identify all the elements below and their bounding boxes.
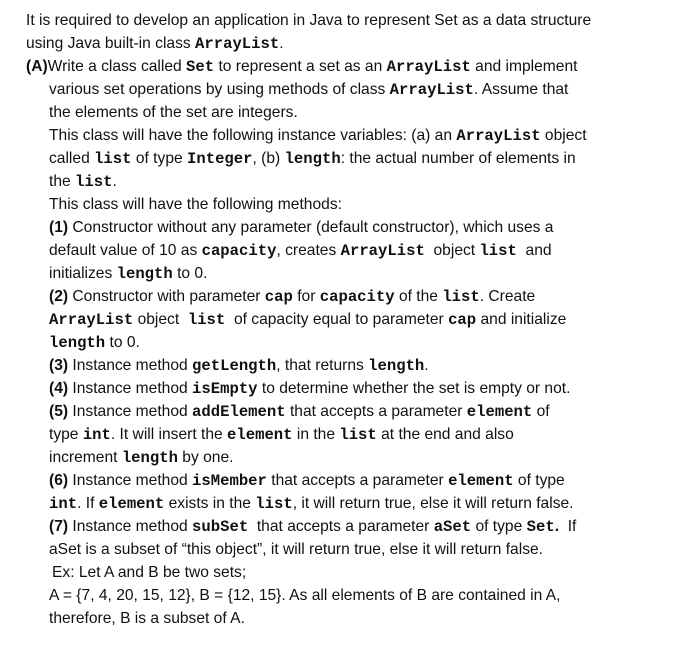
- code-term: ArrayList: [389, 81, 474, 99]
- text-line-7: [49, 148, 576, 170]
- code-term: length: [368, 357, 425, 375]
- text-run: of type: [513, 472, 565, 489]
- text-run: in the: [292, 426, 340, 443]
- text-run: the elements of the set are integers.: [49, 104, 298, 121]
- code-term: capacity: [201, 242, 277, 260]
- text-run: Constructor without any parameter (default constructor), which uses a: [68, 219, 554, 236]
- text-run: : the actual number of elements in: [340, 150, 576, 167]
- text-run: that accepts a parameter: [285, 403, 467, 420]
- text-run: Instance method: [68, 472, 193, 489]
- text-run: of type: [131, 150, 187, 167]
- text-run: , it will return true, else it will return false.: [292, 495, 574, 512]
- text-run: .: [112, 173, 117, 190]
- code-term: capacity: [319, 288, 395, 306]
- code-term: list: [339, 426, 377, 444]
- code-term: isEmpty: [192, 380, 258, 398]
- code-term: ArrayList: [195, 35, 280, 53]
- text-line-26: [49, 585, 561, 607]
- text-line-21: [49, 470, 565, 492]
- item-number: (3): [49, 357, 69, 374]
- text-run: of: [532, 403, 550, 420]
- text-run: for: [292, 288, 320, 305]
- text-line-17: [49, 378, 570, 400]
- code-term: ArrayList: [49, 311, 134, 329]
- text-run: Write a class called: [47, 58, 187, 75]
- code-term: list: [255, 495, 293, 513]
- text-run: .: [554, 518, 560, 535]
- text-line-12: [49, 263, 207, 285]
- text-line-6: [49, 125, 587, 147]
- text-run: of capacity equal to parameter: [225, 311, 449, 328]
- code-term: ArrayList: [340, 242, 425, 260]
- item-number: (7): [49, 518, 69, 535]
- text-line-22: [49, 493, 574, 515]
- item-number: (1): [49, 219, 69, 236]
- text-run: default value of 10 as: [49, 242, 202, 259]
- code-term: int: [49, 495, 78, 513]
- text-run: of type: [471, 518, 527, 535]
- code-term: length: [116, 265, 173, 283]
- code-term: aSet: [433, 518, 472, 536]
- text-run: A = {7, 4, 20, 15, 12}, B = {12, 15}. As all elements of B are contained in A,: [49, 587, 561, 604]
- text-run: .: [279, 35, 284, 52]
- text-run: , (b): [252, 150, 285, 167]
- text-run: that accepts a parameter: [248, 518, 434, 535]
- text-run: of the: [394, 288, 443, 305]
- code-term: ArrayList: [456, 127, 541, 145]
- code-term: Set: [526, 518, 555, 536]
- code-term: element: [448, 472, 514, 490]
- text-run: aSet is a subset of “this object”, it will return true, else it will return false.: [49, 541, 543, 558]
- text-run: It is required to develop an application in Java to represent Set as a data structure: [26, 12, 592, 29]
- text-line-23: [49, 516, 576, 538]
- text-run: using Java built-in class: [26, 35, 196, 52]
- text-run: Instance method: [68, 403, 193, 420]
- text-line-27: [49, 608, 245, 630]
- text-run: that accepts a parameter: [266, 472, 449, 489]
- text-line-8: [49, 171, 117, 193]
- text-line-9: [49, 194, 342, 216]
- code-term: element: [466, 403, 533, 421]
- text-run: by one.: [177, 449, 234, 466]
- text-run: . It will insert the: [110, 426, 228, 443]
- text-line-20: [49, 447, 233, 469]
- text-line-4: [49, 79, 568, 101]
- text-run: initializes: [49, 265, 117, 282]
- text-line-16: [49, 355, 429, 377]
- text-run: Instance method: [68, 518, 193, 535]
- code-term: length: [121, 449, 178, 467]
- text-line-13: [49, 286, 535, 308]
- text-run: to 0.: [105, 334, 140, 351]
- text-run: therefore, B is a subset of A.: [49, 610, 245, 627]
- code-term: list: [442, 288, 480, 306]
- text-run: object: [424, 242, 480, 259]
- text-run: Instance method: [68, 380, 193, 397]
- text-run: increment: [49, 449, 122, 466]
- text-line-15: [49, 332, 140, 354]
- text-run: , that returns: [276, 357, 369, 374]
- text-line-25: [52, 562, 246, 584]
- text-line-11: [49, 240, 552, 262]
- code-term: Set: [186, 58, 215, 76]
- text-run: object: [540, 127, 587, 144]
- text-run: Constructor with parameter: [68, 288, 265, 305]
- code-term: list: [187, 311, 226, 329]
- text-run: and initialize: [476, 311, 567, 328]
- item-number: (6): [49, 472, 69, 489]
- text-run: to represent a set as an: [214, 58, 387, 75]
- item-number: (2): [49, 288, 69, 305]
- code-term: isMember: [192, 472, 267, 490]
- text-run: This class will have the following instance variables: (a) an: [49, 127, 457, 144]
- text-line-14: [49, 309, 566, 331]
- text-line-5: [49, 102, 298, 124]
- text-run: and: [516, 242, 552, 259]
- text-run: . If: [77, 495, 99, 512]
- text-run: to 0.: [172, 265, 208, 282]
- text-run: , creates: [276, 242, 341, 259]
- text-run: . Create: [479, 288, 536, 305]
- code-term: cap: [264, 288, 293, 306]
- code-term: Integer: [187, 150, 253, 168]
- text-run: This class will have the following methods:: [49, 196, 342, 213]
- code-term: int: [82, 426, 111, 444]
- text-run: Instance method: [68, 357, 193, 374]
- item-number: (5): [49, 403, 69, 420]
- text-run: If: [559, 518, 577, 535]
- text-line-1: [26, 10, 591, 32]
- code-term: ArrayList: [386, 58, 471, 76]
- text-line-19: [49, 424, 514, 446]
- text-run: the: [49, 173, 76, 190]
- code-term: element: [227, 426, 293, 444]
- text-run: .: [424, 357, 429, 374]
- code-term: list: [479, 242, 517, 260]
- text-run: at the end and also: [376, 426, 514, 443]
- code-term: addElement: [192, 403, 286, 421]
- text-line-24: [49, 539, 543, 561]
- text-run: exists in the: [164, 495, 256, 512]
- text-line-3: [26, 56, 577, 78]
- text-run: Ex: Let A and B be two sets;: [52, 564, 247, 581]
- text-line-10: [49, 217, 553, 239]
- code-term: element: [98, 495, 165, 513]
- text-run: various set operations by using methods of class: [49, 81, 390, 98]
- code-term: length: [284, 150, 341, 168]
- text-run: object: [133, 311, 188, 328]
- text-run: called: [49, 150, 95, 167]
- code-term: list: [94, 150, 132, 168]
- text-run: . Assume that: [473, 81, 569, 98]
- text-run: and implement: [470, 58, 578, 75]
- text-run: to determine whether the set is empty or not.: [257, 380, 571, 397]
- item-number: (4): [49, 380, 69, 397]
- section-label: (A): [26, 58, 48, 75]
- code-term: length: [49, 334, 106, 352]
- text-line-2: [26, 33, 284, 55]
- text-run: type: [49, 426, 83, 443]
- text-line-18: [49, 401, 550, 423]
- code-term: list: [75, 173, 113, 191]
- code-term: subSet: [192, 518, 249, 536]
- code-term: cap: [448, 311, 477, 329]
- code-term: getLength: [192, 357, 277, 375]
